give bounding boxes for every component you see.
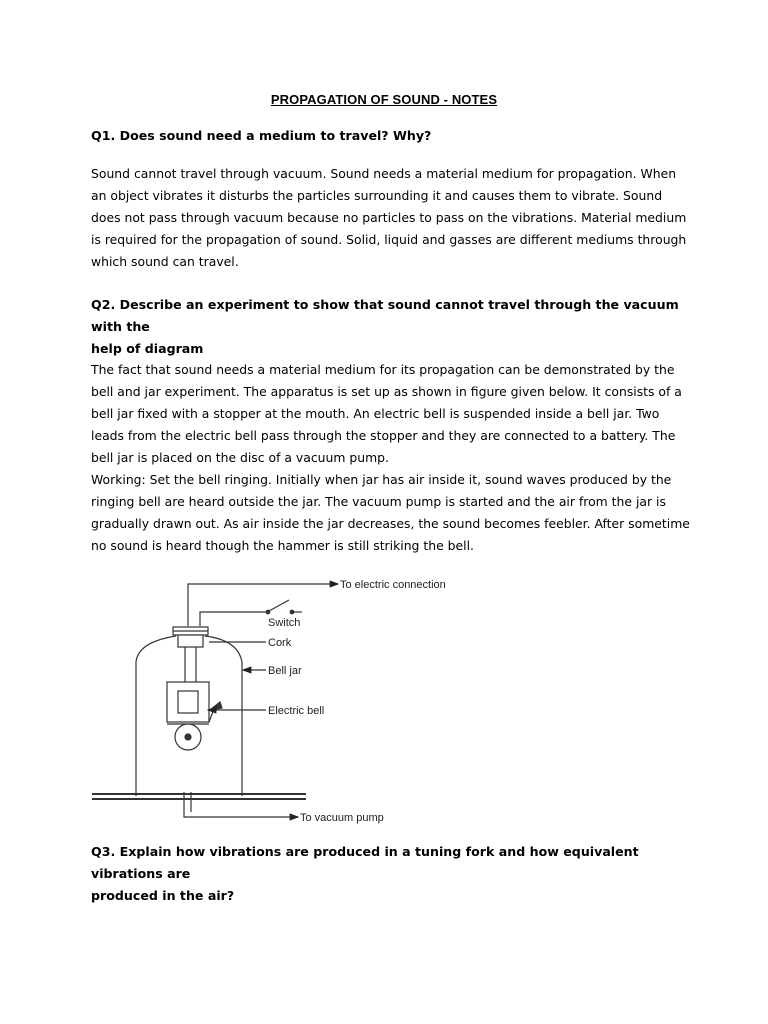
- bell-hammer-head: [210, 702, 222, 710]
- question-2-line: Q2. Describe an experiment to show that sound cannot travel through the vacuum with the: [91, 297, 679, 334]
- answer-1: [91, 163, 691, 273]
- label-bell-jar: Bell jar: [268, 665, 302, 677]
- answer-2-line: bell and jar experiment. The apparatus is set up as shown in figure given below. It consists of a: [91, 384, 682, 399]
- answer-2: [91, 359, 691, 557]
- label-cork: Cork: [268, 637, 292, 649]
- answer-1-line: does not pass through vacuum because no particles to pass on the vibrations. Material medium: [91, 210, 687, 225]
- answer-1-line: an object vibrates it disturbs the particles surrounding it and causes them to vibrate. Sound: [91, 188, 663, 203]
- label-electric-bell: Electric bell: [268, 705, 325, 717]
- label-electric-connection: To electric connection: [340, 579, 446, 591]
- vacuum-pipe-outer: [184, 792, 298, 817]
- question-3: [91, 841, 691, 907]
- answer-1-line: Sound cannot travel through vacuum. Sound needs a material medium for propagation. When: [91, 166, 677, 181]
- bell-jar-diagram: [88, 574, 488, 826]
- wire-to-connection: [188, 584, 338, 626]
- answer-1-line: is required for the propagation of sound. Solid, liquid and gasses are different mediums through: [91, 232, 687, 247]
- electric-bell-magnet: [178, 691, 198, 713]
- answer-2-line: bell jar fixed with a stopper at the mouth. An electric bell is suspended inside a bell jar. Two: [91, 406, 660, 421]
- answer-2-line: gradually drawn out. As air inside the jar decreases, the sound becomes feebler. After sometime: [91, 516, 690, 531]
- answer-2-line: ringing bell are heard outside the jar. The vacuum pump is started and the air from the jar is: [91, 494, 666, 509]
- answer-2-line: Working: Set the bell ringing. Initially when jar has air inside it, sound waves produced by the: [91, 472, 672, 487]
- question-3-line: Q3. Explain how vibrations are produced in a tuning fork and how equivalent vibrations are: [91, 844, 639, 881]
- wire-to-switch: [200, 612, 266, 626]
- answer-1-line: which sound can travel.: [91, 254, 239, 269]
- question-2: [91, 294, 691, 360]
- bell-gong-center: [185, 734, 191, 740]
- question-2-line: help of diagram: [91, 341, 204, 356]
- page-title: PROPAGATION OF SOUND - NOTES: [270, 92, 498, 107]
- label-switch: Switch: [268, 617, 301, 629]
- label-vacuum-pump: To vacuum pump: [300, 812, 384, 824]
- answer-2-line: bell jar is placed on the disc of a vacuum pump.: [91, 450, 389, 465]
- cork-inner: [178, 635, 203, 647]
- answer-2-line: leads from the electric bell pass through the stopper and they are connected to a battery. The: [91, 428, 676, 443]
- switch-lever: [269, 600, 289, 611]
- question-3-line: produced in the air?: [91, 888, 235, 903]
- switch-contact-right: [290, 610, 294, 614]
- answer-2-line: The fact that sound needs a material medium for its propagation can be demonstrated by the: [91, 362, 675, 377]
- answer-2-line: no sound is heard though the hammer is still striking the bell.: [91, 538, 474, 553]
- question-1: Q1. Does sound need a medium to travel? Why?: [91, 128, 432, 143]
